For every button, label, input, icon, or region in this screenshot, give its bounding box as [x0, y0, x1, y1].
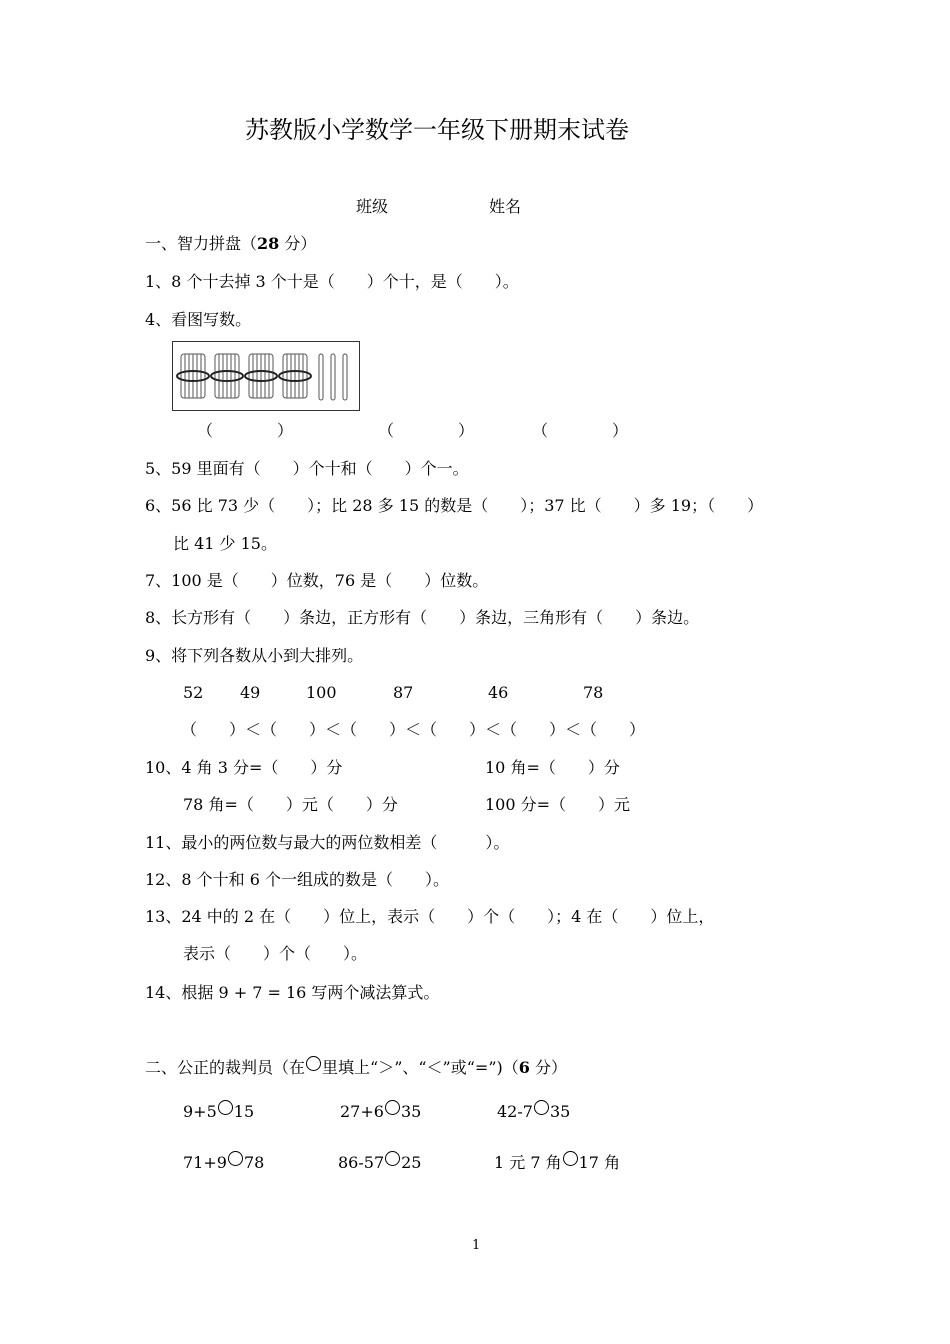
circle-icon [385, 1100, 400, 1115]
question-10b: 10 角=（ ）分 [485, 758, 620, 777]
question-11: 11、最小的两位数与最大的两位数相差（ ）。 [145, 833, 510, 852]
question-7: 7、100 是（ ）位数，76 是（ ）位数。 [145, 571, 489, 590]
question-8: 8、长方形有（ ）条边，正方形有（ ）条边，三角形有（ ）条边。 [145, 608, 700, 627]
question-6-line1: 6、56 比 73 少（ ）；比 28 多 15 的数是（ ）；37 比（ ）多 19；（ ） [145, 496, 764, 515]
q9-number: 78 [583, 683, 604, 702]
section2-heading: 二、公正的裁判员（在 里填上“＞”、“＜”或“=”)（6 分） [145, 1058, 567, 1077]
question-13-line2: 表示（ ）个（ ）。 [183, 944, 368, 963]
q9-number: 87 [393, 683, 414, 702]
bundled-sticks-image [173, 342, 359, 410]
class-label: 班级 [356, 197, 389, 216]
circle-icon [306, 1056, 321, 1071]
question-6-line2: 比 41 少 15。 [173, 534, 277, 553]
compare-item: 42-7 35 [497, 1102, 571, 1121]
question-4: 4、看图写数。 [145, 310, 252, 329]
question-12: 12、8 个十和 6 个一组成的数是（ ）。 [145, 870, 449, 889]
question-10d: 100 分=（ ）元 [485, 795, 631, 814]
name-label: 姓名 [489, 197, 522, 216]
question-10c: 78 角=（ ）元（ ）分 [183, 795, 398, 814]
page-number: 1 [472, 1238, 481, 1253]
compare-item: 86-57 25 [338, 1153, 422, 1172]
question-10a: 10、4 角 3 分=（ ）分 [145, 758, 343, 777]
q4-answer-blank-1: （ ） [197, 421, 294, 440]
compare-item: 71+9 78 [183, 1153, 265, 1172]
question-13-line1: 13、24 中的 2 在（ ）位上，表示（ ）个（ ）；4 在（ ）位上， [145, 907, 715, 926]
question-14: 14、根据 9 + 7 = 16 写两个减法算式。 [145, 983, 440, 1002]
circle-icon [385, 1151, 400, 1166]
question-1: 1、8 个十去掉 3 个十是（ ）个十，是（ ）。 [145, 272, 519, 291]
q9-number: 52 [183, 683, 204, 702]
q4-answer-blank-2: （ ） [378, 421, 475, 440]
q9-number: 49 [240, 683, 261, 702]
compare-item: 27+6 35 [340, 1102, 422, 1121]
circle-icon [228, 1151, 243, 1166]
q4-answer-blank-3: （ ） [532, 421, 629, 440]
question-5: 5、59 里面有（ ）个十和（ ）个一。 [145, 459, 469, 478]
q9-number: 100 [306, 683, 337, 702]
page-title: 苏教版小学数学一年级下册期末试卷 [245, 116, 629, 144]
circle-icon [563, 1151, 578, 1166]
circle-icon [534, 1100, 549, 1115]
compare-item: 1 元 7 角 17 角 [494, 1153, 621, 1172]
question-9: 9、将下列各数从小到大排列。 [145, 646, 364, 665]
circle-icon [218, 1100, 233, 1115]
compare-item: 9+5 15 [183, 1102, 255, 1121]
section1-heading: 一、智力拼盘（28 分） [145, 234, 317, 253]
q9-number: 46 [488, 683, 509, 702]
q9-ordering-blanks: （ ）＜（ ）＜（ ）＜（ ）＜（ ）＜（ ） [181, 720, 646, 739]
counting-sticks-figure [172, 341, 360, 411]
